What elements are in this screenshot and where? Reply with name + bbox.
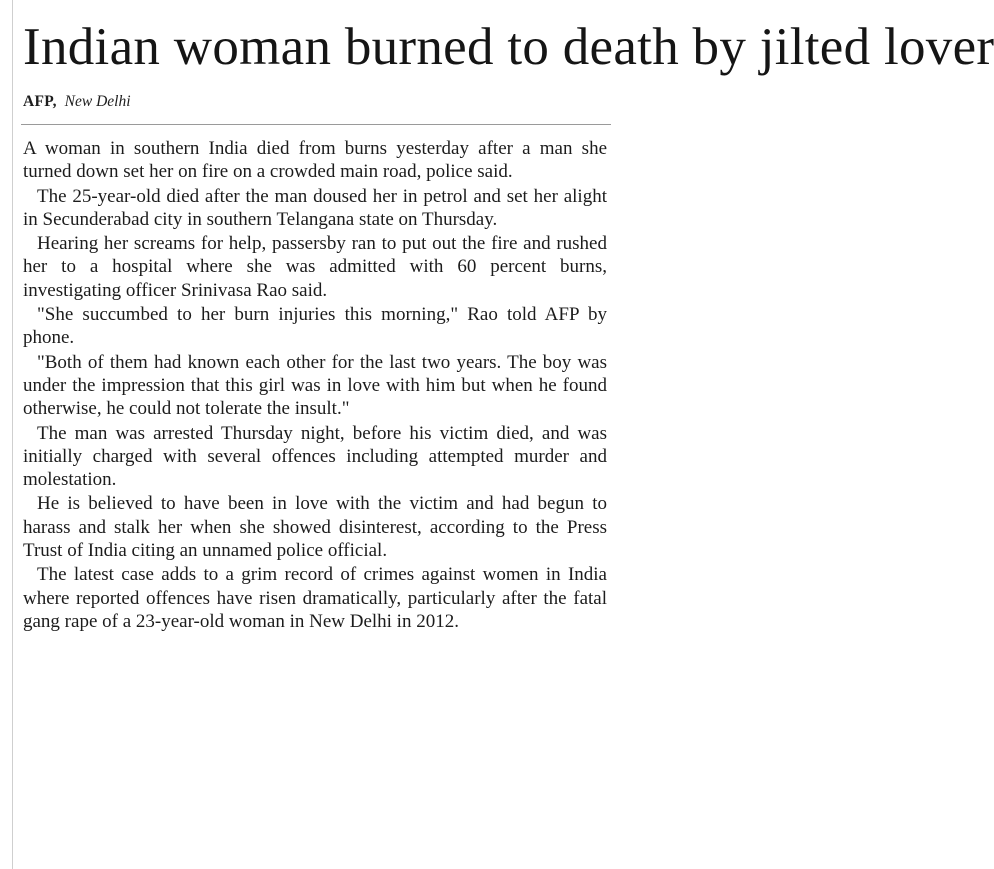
article-paragraph: He is believed to have been in love with the victim and had begun to harass and stalk her when she showed disinterest, according to the Press Trust of India citing an unnamed police official. [23,493,607,562]
article-paragraph: The latest case adds to a grim record of crimes against women in India where reported offences have risen dramatically, particularly after the fatal gang rape of a 23-year-old woman in New Delhi in 2012. [23,564,607,632]
article-paragraph: "Both of them had known each other for the last two years. The boy was under the impression that this girl was in love with him but when he found otherwise, he could not tolerate the insult." [23,351,607,420]
headline-text: Indian woman burned to death by jilted lover [23,18,994,76]
byline-divider [21,124,611,125]
byline-location: New Delhi [64,93,131,110]
news-article [12,0,994,869]
article-paragraph: "She succumbed to her burn injuries this morning," Rao told AFP by phone. [23,304,607,349]
article-paragraph: A woman in southern India died from burns yesterday after a man she turned down set her on fire on a crowded main road, police said. [23,138,607,183]
article-body [23,137,607,633]
byline-agency: AFP, [23,93,57,110]
headline [23,16,994,78]
article-paragraph: The 25-year-old died after the man doused her in petrol and set her alight in Secunderabad city in southern Telangana state on Thursday. [23,185,607,230]
byline [23,92,602,112]
article-paragraph: Hearing her screams for help, passersby ran to put out the fire and rushed her to a hospital where she was admitted with 60 percent burns, investigating officer Srinivasa Rao said. [23,233,607,301]
article-paragraph: The man was arrested Thursday night, before his victim died, and was initially charged with several offences including attempted murder and molestation. [23,422,607,491]
